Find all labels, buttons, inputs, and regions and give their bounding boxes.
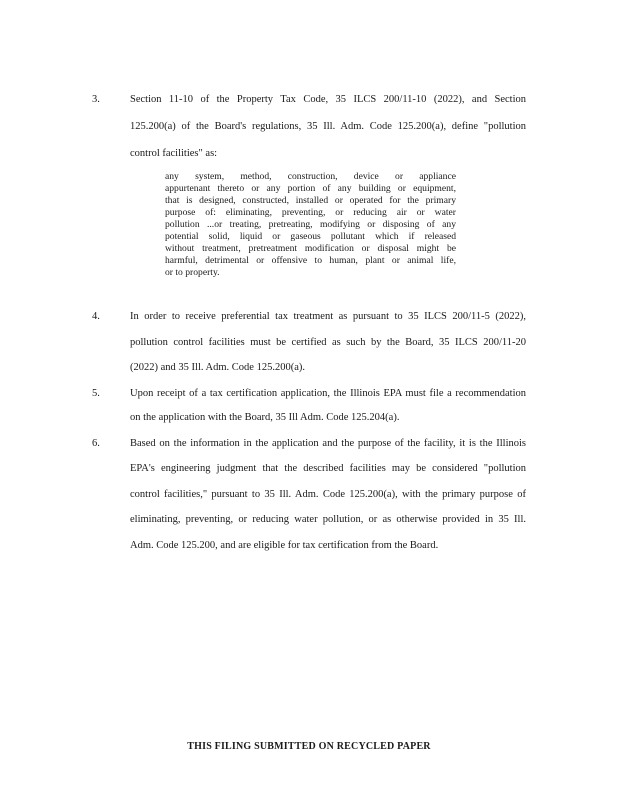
paragraph-line: Section 11-10 of the Property Tax Code, 35 ILCS 200/11-10 (2022), and Section	[130, 94, 526, 105]
quote-line: pollution ...or treating, pretreating, modifying or disposing of any	[165, 219, 456, 230]
paragraph-line: In order to receive preferential tax treatment as pursuant to 35 ILCS 200/11-5 (2022),	[130, 311, 526, 322]
paragraph-line: EPA's engineering judgment that the described facilities may be considered "pollution	[130, 463, 526, 474]
quote-line: potential solid, liquid or gaseous pollutant which if released	[165, 231, 456, 242]
recycled-paper-footer: THIS FILING SUBMITTED ON RECYCLED PAPER	[187, 741, 431, 752]
quote-line: purpose of: eliminating, preventing, or reducing air or water	[165, 207, 456, 218]
quote-line: harmful, detrimental or offensive to human, plant or animal life,	[165, 255, 456, 266]
paragraph-line: control facilities," pursuant to 35 Ill. Adm. Code 125.200(a), with the primary purpose of	[130, 489, 526, 500]
paragraph-number: 5.	[92, 388, 100, 399]
quote-line: without treatment, pretreatment modification or disposal might be	[165, 243, 456, 254]
paragraph-line: 125.200(a) of the Board's regulations, 35 Ill. Adm. Code 125.200(a), define "pollution	[130, 121, 526, 132]
paragraph-line: eliminating, preventing, or reducing water pollution, or as otherwise provided in 35 Ill.	[130, 514, 526, 525]
paragraph-line: control facilities" as:	[130, 148, 218, 159]
paragraph-line: on the application with the Board, 35 Ill Adm. Code 125.204(a).	[130, 412, 400, 423]
quote-line: or to property.	[165, 267, 220, 278]
quote-line: any system, method, construction, device or appliance	[165, 171, 456, 182]
paragraph-number: 3.	[92, 94, 100, 105]
quote-line: appurtenant thereto or any portion of any building or equipment,	[165, 183, 456, 194]
paragraph-line: Based on the information in the application and the purpose of the facility, it is the Illinois	[130, 438, 526, 449]
quote-line: that is designed, constructed, installed or operated for the primary	[165, 195, 456, 206]
paragraph-line: (2022) and 35 Ill. Adm. Code 125.200(a).	[130, 362, 305, 373]
paragraph-line: Upon receipt of a tax certification application, the Illinois EPA must file a recommendation	[130, 388, 526, 399]
paragraph-number: 6.	[92, 438, 100, 449]
paragraph-line: Adm. Code 125.200, and are eligible for tax certification from the Board.	[130, 540, 439, 551]
paragraph-number: 4.	[92, 311, 100, 322]
paragraph-line: pollution control facilities must be certified as such by the Board, 35 ILCS 200/11-20	[130, 337, 526, 348]
